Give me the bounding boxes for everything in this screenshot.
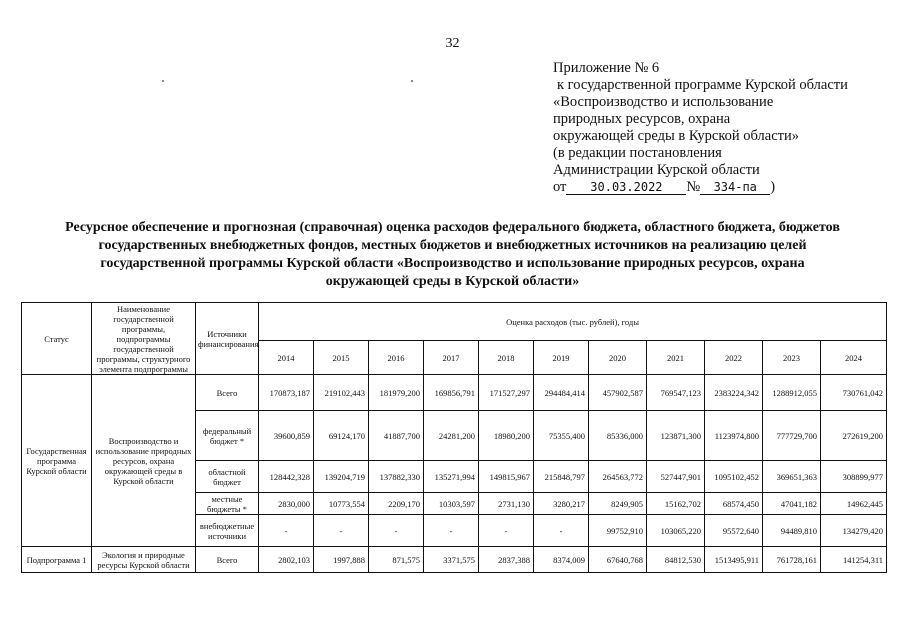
appendix-block bbox=[553, 60, 893, 196]
value-cell: - bbox=[534, 515, 589, 547]
appendix-line: Администрации Курской области bbox=[553, 162, 760, 178]
value-cell: 139204,719 bbox=[314, 461, 369, 493]
decree-date: 30.03.2022 bbox=[566, 180, 686, 195]
value-cell: 75355,400 bbox=[534, 411, 589, 461]
year-header: 2024 bbox=[821, 341, 887, 375]
year-header: 2022 bbox=[705, 341, 763, 375]
value-cell: 84812,530 bbox=[647, 547, 705, 573]
value-cell: 272619,200 bbox=[821, 411, 887, 461]
value-cell: 1095102,452 bbox=[705, 461, 763, 493]
value-cell: 1288912,055 bbox=[763, 375, 821, 411]
date-prefix: от bbox=[553, 179, 567, 195]
value-cell: 95572,640 bbox=[705, 515, 763, 547]
value-cell: 8249,905 bbox=[589, 493, 647, 515]
value-cell: 69124,170 bbox=[314, 411, 369, 461]
year-header: 2015 bbox=[314, 341, 369, 375]
value-cell: 181979,200 bbox=[369, 375, 424, 411]
number-prefix: № bbox=[686, 179, 701, 195]
value-cell: 85336,000 bbox=[589, 411, 647, 461]
year-header: 2020 bbox=[589, 341, 647, 375]
source-label: внебюджетные источники bbox=[196, 515, 259, 547]
value-cell: - bbox=[259, 515, 314, 547]
appendix-line: (в редакции постановления bbox=[553, 145, 722, 161]
value-cell: 8374,009 bbox=[534, 547, 589, 573]
value-cell: 123871,300 bbox=[647, 411, 705, 461]
value-cell: 170873,187 bbox=[259, 375, 314, 411]
year-header: 2017 bbox=[424, 341, 479, 375]
estimate-header: Оценка расходов (тыс. рублей), годы bbox=[259, 303, 887, 341]
value-cell: 137882,330 bbox=[369, 461, 424, 493]
subprogram-status: Подпрограмма 1 bbox=[22, 547, 92, 573]
value-cell: 15162,702 bbox=[647, 493, 705, 515]
sources-header: Источники финансирования bbox=[196, 303, 259, 375]
value-cell: 171527,297 bbox=[479, 375, 534, 411]
source-label: Всего bbox=[196, 375, 259, 411]
value-cell: 264563,772 bbox=[589, 461, 647, 493]
page-number: 32 bbox=[445, 36, 460, 51]
value-cell: 14962,445 bbox=[821, 493, 887, 515]
value-cell: 99752,910 bbox=[589, 515, 647, 547]
value-cell: 3371,575 bbox=[424, 547, 479, 573]
value-cell: 2830,000 bbox=[259, 493, 314, 515]
source-label: федеральный бюджет * bbox=[196, 411, 259, 461]
value-cell: 67640,768 bbox=[589, 547, 647, 573]
title-line: государственной программы Курской области «Воспроизводство и использование природных ресурсов, охрана bbox=[100, 256, 805, 271]
value-cell: 24281,200 bbox=[424, 411, 479, 461]
year-header: 2019 bbox=[534, 341, 589, 375]
scan-speck bbox=[411, 80, 413, 82]
value-cell: 18980,200 bbox=[479, 411, 534, 461]
table-row bbox=[22, 375, 887, 411]
value-cell: 94489,810 bbox=[763, 515, 821, 547]
value-cell: - bbox=[424, 515, 479, 547]
subprogram-name: Экология и природные ресурсы Курской области bbox=[92, 547, 196, 573]
source-label: местные бюджеты * bbox=[196, 493, 259, 515]
value-cell: 871,575 bbox=[369, 547, 424, 573]
value-cell: - bbox=[479, 515, 534, 547]
value-cell: 39600,859 bbox=[259, 411, 314, 461]
scan-speck bbox=[162, 80, 164, 82]
year-header: 2014 bbox=[259, 341, 314, 375]
value-cell: 730761,042 bbox=[821, 375, 887, 411]
value-cell: 128442,328 bbox=[259, 461, 314, 493]
year-header: 2016 bbox=[369, 341, 424, 375]
value-cell: 1123974,800 bbox=[705, 411, 763, 461]
value-cell: 2731,130 bbox=[479, 493, 534, 515]
value-cell: 369651,363 bbox=[763, 461, 821, 493]
value-cell: 457902,587 bbox=[589, 375, 647, 411]
status-header: Статус bbox=[22, 303, 92, 375]
value-cell: 527447,901 bbox=[647, 461, 705, 493]
name-header: Наименование государственной программы, подпрограммы государственной программы, структурного элемента подпрограммы bbox=[92, 303, 196, 375]
appendix-line: окружающей среды в Курской области» bbox=[553, 128, 800, 144]
value-cell: 1997,888 bbox=[314, 547, 369, 573]
appendix-line: Приложение № 6 bbox=[553, 60, 660, 76]
value-cell: 10303,597 bbox=[424, 493, 479, 515]
value-cell: 219102,443 bbox=[314, 375, 369, 411]
value-cell: 2802,103 bbox=[259, 547, 314, 573]
value-cell: 134279,420 bbox=[821, 515, 887, 547]
appendix-line: природных ресурсов, охрана bbox=[553, 111, 731, 127]
value-cell: 41887,700 bbox=[369, 411, 424, 461]
value-cell: 215848,797 bbox=[534, 461, 589, 493]
value-cell: 308899,977 bbox=[821, 461, 887, 493]
value-cell: 47041,182 bbox=[763, 493, 821, 515]
value-cell: 149815,967 bbox=[479, 461, 534, 493]
decree-reference bbox=[553, 179, 893, 196]
value-cell: 2837,388 bbox=[479, 547, 534, 573]
value-cell: 761728,161 bbox=[763, 547, 821, 573]
appendix-line: к государственной программе Курской области bbox=[557, 77, 848, 93]
decree-number: 334-па bbox=[700, 180, 770, 195]
year-header: 2023 bbox=[763, 341, 821, 375]
value-cell: 294484,414 bbox=[534, 375, 589, 411]
source-label: Всего bbox=[196, 547, 259, 573]
value-cell: 103065,220 bbox=[647, 515, 705, 547]
year-header: 2018 bbox=[479, 341, 534, 375]
source-label: областной бюджет bbox=[196, 461, 259, 493]
value-cell: 68574,450 bbox=[705, 493, 763, 515]
value-cell: 169856,791 bbox=[424, 375, 479, 411]
value-cell: 2383224,342 bbox=[705, 375, 763, 411]
year-header: 2021 bbox=[647, 341, 705, 375]
closing-paren: ) bbox=[770, 179, 776, 195]
table-row bbox=[22, 547, 887, 573]
value-cell: 2209,170 bbox=[369, 493, 424, 515]
value-cell: 3280,217 bbox=[534, 493, 589, 515]
value-cell: - bbox=[314, 515, 369, 547]
program-status: Государственная программа Курской области bbox=[22, 375, 92, 547]
value-cell: 777729,700 bbox=[763, 411, 821, 461]
document-title bbox=[20, 219, 885, 291]
value-cell: 135271,994 bbox=[424, 461, 479, 493]
value-cell: - bbox=[369, 515, 424, 547]
title-line: окружающей среды в Курской области» bbox=[325, 274, 580, 289]
budget-table bbox=[21, 302, 887, 573]
value-cell: 10773,554 bbox=[314, 493, 369, 515]
title-line: государственных внебюджетных фондов, местных бюджетов и внебюджетных источников на реализацию целей bbox=[98, 238, 807, 253]
value-cell: 141254,311 bbox=[821, 547, 887, 573]
value-cell: 1513495,911 bbox=[705, 547, 763, 573]
program-name: Воспроизводство и использование природных ресурсов, охрана окружающей среды в Курской области bbox=[92, 375, 196, 547]
appendix-line: «Воспроизводство и использование bbox=[553, 94, 774, 110]
title-line: Ресурсное обеспечение и прогнозная (справочная) оценка расходов федерального бюджета, областного бюджета, бюджетов bbox=[65, 220, 840, 235]
value-cell: 769547,123 bbox=[647, 375, 705, 411]
